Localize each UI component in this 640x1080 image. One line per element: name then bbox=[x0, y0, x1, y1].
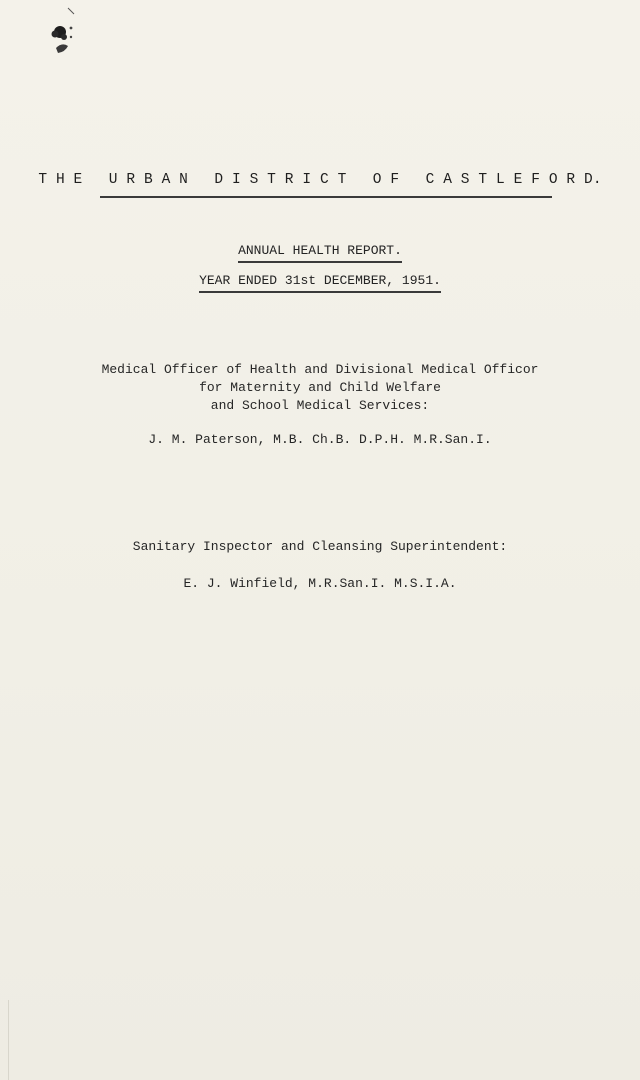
medical-officer-line-2: for Maternity and Child Welfare bbox=[199, 380, 441, 395]
district-title: T H E U R B A N D I S T R I C T O F C A S T L E F O R D. bbox=[38, 172, 602, 188]
report-title bbox=[0, 243, 640, 263]
page-edge-line bbox=[8, 1000, 9, 1080]
report-title-text: ANNUAL HEALTH REPORT. bbox=[238, 243, 402, 263]
district-title-rule bbox=[100, 196, 552, 198]
medical-officer-line-1: Medical Officer of Health and Divisional Medical Officor bbox=[101, 362, 539, 377]
sanitary-inspector-name: E. J. Winfield, M.R.San.I. M.S.I.A. bbox=[183, 576, 457, 591]
ink-blot-mark bbox=[38, 6, 88, 58]
medical-officer-line-3: and School Medical Services: bbox=[210, 398, 430, 413]
year-ended-text: YEAR ENDED 31st DECEMBER, 1951. bbox=[199, 273, 441, 293]
sanitary-inspector-title: Sanitary Inspector and Cleansing Superintendent: bbox=[132, 539, 508, 554]
year-ended-heading bbox=[0, 273, 640, 293]
medical-officer-name: J. M. Paterson, M.B. Ch.B. D.P.H. M.R.San.I. bbox=[148, 432, 492, 447]
